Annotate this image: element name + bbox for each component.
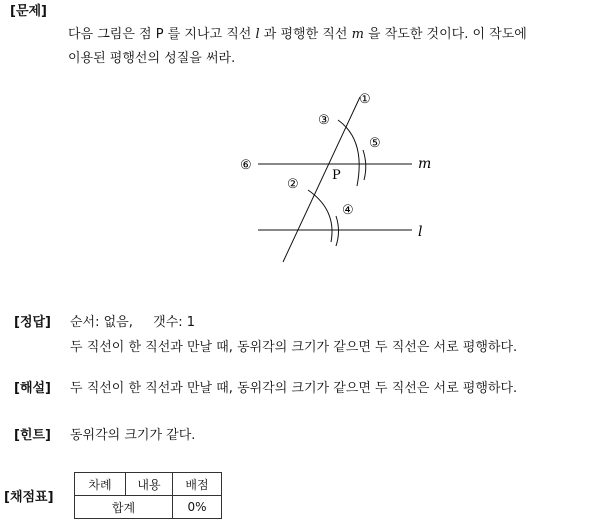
label-4: ④: [342, 203, 354, 218]
problem-line-2: 이용된 평행선의 성질을 써라.: [68, 51, 236, 66]
line-l-symbol: l: [255, 27, 260, 42]
label-2: ②: [287, 177, 299, 192]
score-header-content: 내용: [126, 473, 173, 496]
hint-text: 동위각의 크기가 같다.: [70, 428, 196, 443]
score-tag: [채점표]: [4, 490, 54, 505]
line-m-symbol: m: [351, 27, 364, 42]
hint-tag: [힌트]: [14, 428, 51, 443]
label-m: m: [418, 156, 432, 172]
arc-5: [363, 150, 366, 180]
answer-text: 두 직선이 한 직선과 만날 때, 동위각의 크기가 같으면 두 직선은 서로 평행하다.: [70, 340, 518, 355]
arc-4: [336, 216, 339, 246]
arc-2: [308, 190, 332, 242]
answer-count: 갯수: 1: [153, 315, 196, 330]
explanation-text: 두 직선이 한 직선과 만날 때, 동위각의 크기가 같으면 두 직선은 서로 평행하다.: [70, 381, 518, 396]
score-header-points: 배점: [173, 473, 222, 496]
problem-text-b: 과 평행한 직선: [263, 27, 348, 42]
score-header-order: 차례: [75, 473, 126, 496]
label-l: l: [418, 224, 423, 240]
answer-tag: [정답]: [14, 315, 51, 330]
score-total-label: 합계: [75, 496, 173, 519]
label-3: ③: [318, 113, 330, 128]
explanation-tag: [해설]: [14, 381, 51, 396]
label-P: P: [332, 168, 341, 183]
problem-text-a: 다음 그림은 점 P 를 지나고 직선: [68, 27, 252, 42]
score-header-row: [75, 473, 222, 496]
arc-3: [338, 120, 359, 186]
label-6: ⑥: [240, 158, 252, 173]
score-table: [74, 472, 222, 519]
label-5: ⑤: [369, 136, 381, 151]
answer-meta: [70, 311, 195, 330]
problem-tag: [문제]: [10, 4, 47, 19]
score-total-row: [75, 496, 222, 519]
score-total-value: 0%: [173, 496, 222, 519]
problem-text-c: 을 작도한 것이다. 이 작도에: [368, 27, 527, 42]
answer-order: 순서: 없음,: [70, 315, 133, 330]
label-1: ①: [359, 92, 371, 107]
